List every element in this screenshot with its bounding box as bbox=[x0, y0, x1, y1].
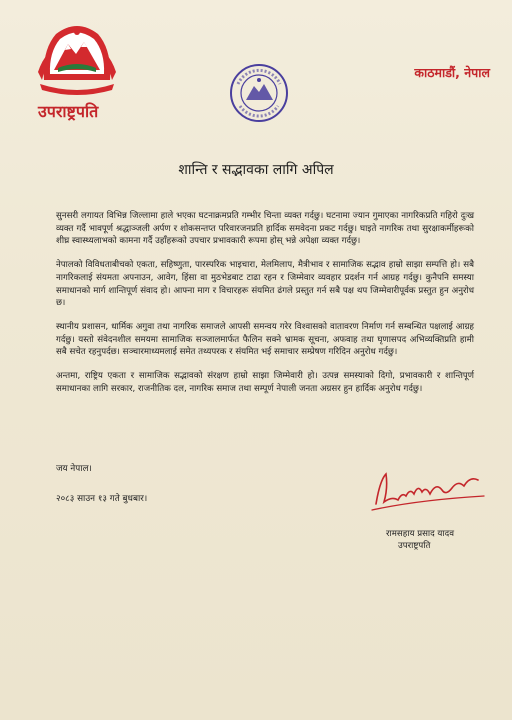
signatory-designation: उपराष्ट्रपति bbox=[398, 541, 431, 551]
letter-title: शान्ति र सद्भावका लागि अपिल bbox=[178, 162, 334, 178]
letter-date: २०८३ साउन १३ गते बुधबार। bbox=[56, 494, 148, 504]
nepal-emblem-icon bbox=[36, 20, 118, 98]
paragraph: सुनसरी लगायत विभिन्न जिल्लामा हाले भएका घटनाक्रमप्रति गम्भीर चिन्ता व्यक्त गर्दछु। घटनामा ज्यान गुमाएका नागरिकप्रति गहिरो दुःख व्यक्त गर्दै भावपूर्ण श्रद्धाञ्जली अर्पण र शोकसन्तप्त परिवारजनप्रति हार्दिक समवेदना प्रकट गर्दछु। घाइते नागरिक तथा सुरक्षाकर्मीहरूको शीघ्र स्वास्थ्यलाभको कामना गर्दै उहाँहरूको उपचार प्रभावकारी रूपमा होस् भन्ने अपेक्षा व्यक्त गर्दछु। bbox=[56, 211, 474, 247]
paragraph: स्थानीय प्रशासन, धार्मिक अगुवा तथा नागरिक समाजले आपसी समन्वय गरेर विश्वासको वातावरण निर्माण गर्न सम्बन्धित पक्षलाई आग्रह गर्दछु। यस्तो संवेदनशील समयमा सामाजिक सञ्जालमार्फत फैलिन सक्ने भ्रामक सूचना, अफवाह तथा घृणासपद अभिव्यक्तिप्रति हामी सबै सचेत रहनुपर्दछ। सञ्चारमाध्यमलाई समेत तथ्यपरक र संयमित भई समाचार सम्प्रेषण गरिदिन अनुरोध गर्दछु। bbox=[56, 321, 474, 358]
signatory-block bbox=[386, 528, 454, 552]
closing-salutation: जय नेपाल। bbox=[56, 464, 92, 474]
paragraph: नेपालको विविधताबीचको एकता, सहिष्णुता, पारस्परिक भाइचारा, मेलमिलाप, मैत्रीभाव र सामाजिक सद्भाव हाम्रो साझा सम्पत्ति हो। सबै नागरिकलाई संयमता अपनाउन, आवेग, हिंसा वा मुठभेडबाट टाढा रहन र जिम्मेवार व्यवहार प्रदर्शन गर्न आग्रह गर्दछु। कुनैपनि समस्या समाधानको मार्ग शान्तिपूर्ण संवाद हो। आफ्ना माग र विचारहरू संयमित ढंगले प्रस्तुत गर्न सबै पक्ष थप जिम्मेवारीपूर्वक प्रस्तुत हुन अनुरोध छ। bbox=[56, 260, 474, 309]
signatory-name: रामसहाय प्रसाद यादव bbox=[386, 529, 454, 539]
location: काठमाडौं, नेपाल bbox=[414, 65, 490, 80]
letter-body bbox=[56, 210, 474, 406]
office-seal-icon bbox=[228, 62, 290, 124]
handwritten-signature-icon bbox=[368, 466, 488, 514]
paragraph: अन्तमा, राष्ट्रिय एकता र सामाजिक सद्भावको संरक्षण हाम्रो साझा जिम्मेवारी हो। उत्पन्न समस्याको दिगो, प्रभावकारी र शान्तिपूर्ण समाधानका लागि सरकार, राजनीतिक दल, नागरिक समाज तथा सम्पूर्ण नेपाली जनता अग्रसर हुन हार्दिक अनुरोध गर्दछु। bbox=[56, 371, 474, 394]
office-label: उपराष्ट्रपति bbox=[38, 102, 99, 121]
